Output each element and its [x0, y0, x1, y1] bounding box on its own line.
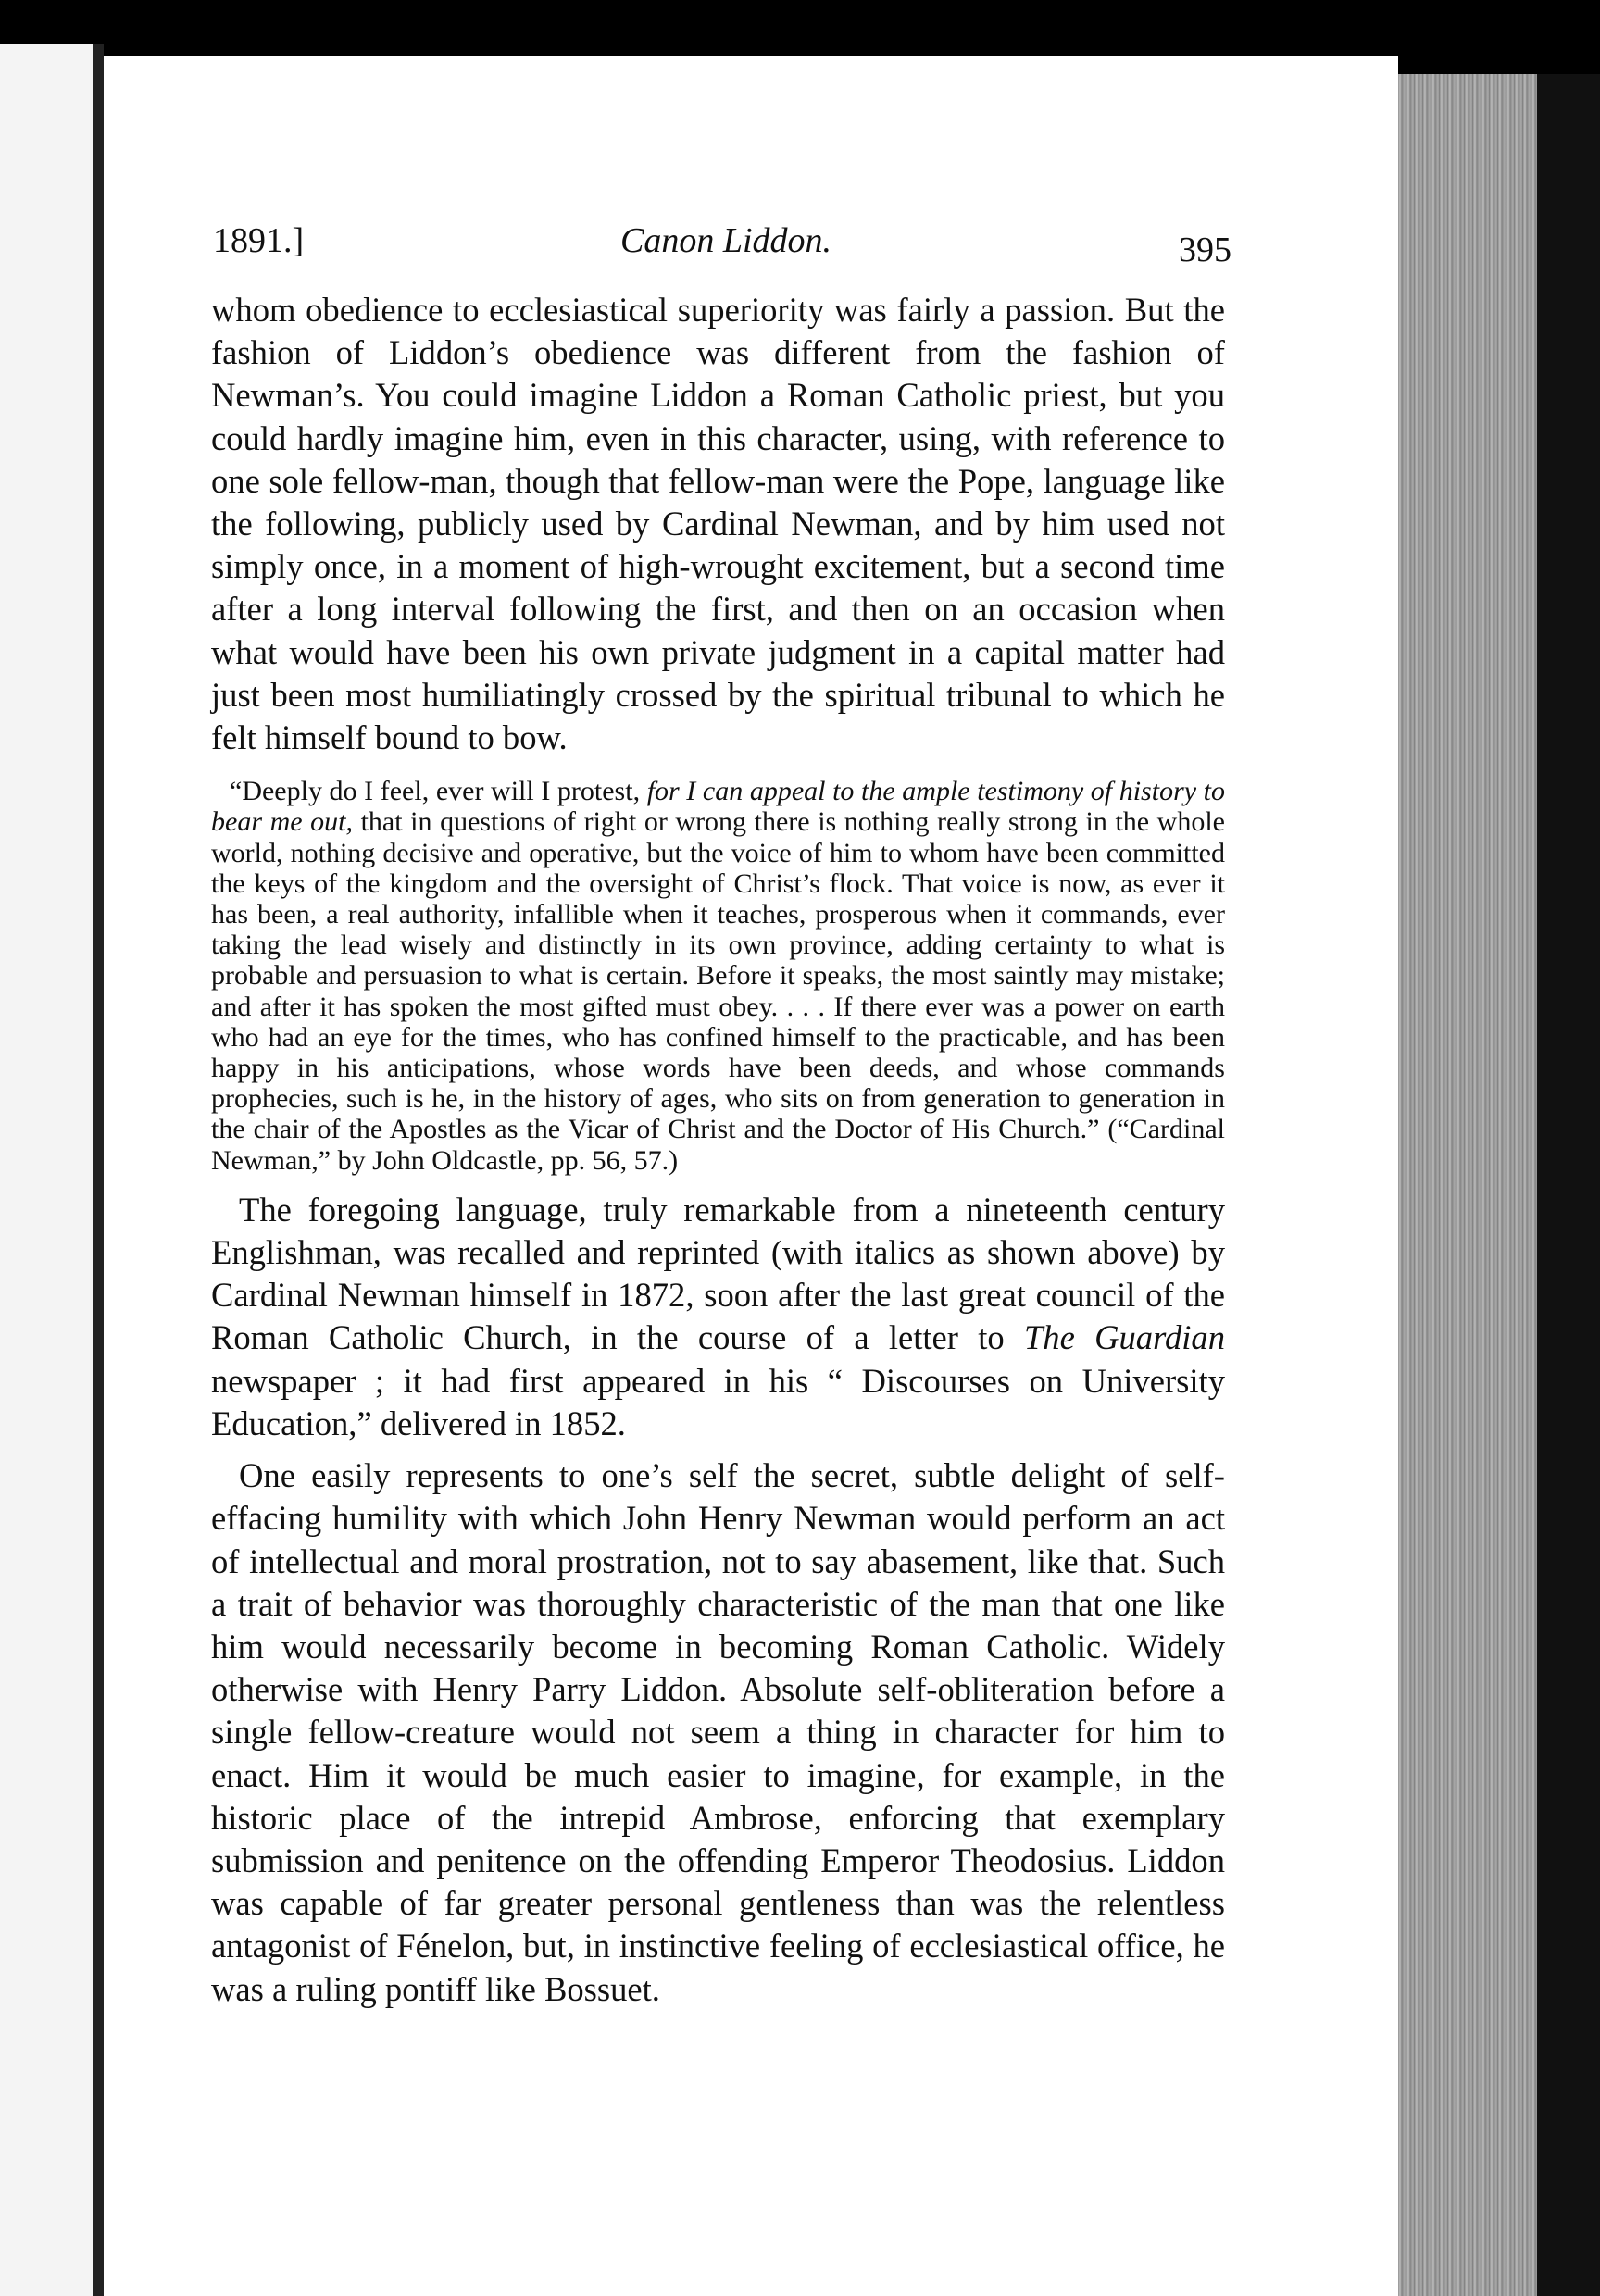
page-stack-edge: [1398, 74, 1537, 2296]
paragraph-1: whom obedience to ecclesiastical superiority was fairly a passion. But the fashion of Liddon’s obedience was different from the fashion of Newman’s. You could imagine Liddon a Roman Catholic priest, but you could hardly imagine him, even in this character, using, with reference to one sole fellow-man, though that fellow-man were the Pope, language like the following, publicly used by Cardinal Newman, and by him used not simply once, in a moment of high-wrought excitement, but a second time after a long interval following the first, and then on an occasion when what would have been his own private judgment in a capital matter had just been most humiliatingly crossed by the spiritual tribunal to which he felt himself bound to bow.: [211, 291, 1225, 757]
facing-page-edge: [0, 44, 104, 2296]
running-head: [213, 220, 1231, 276]
page-body: [211, 289, 1225, 2011]
quote-opening: “Deeply do I feel, ever will I protest,: [230, 776, 641, 807]
newspaper-title: The Guardian: [1023, 1318, 1225, 1357]
block-quote: [211, 776, 1225, 1176]
paragraph-2-part-b: newspaper ; it had first appeared in his “ Discourses on University Education,” delivered in 1852.: [211, 1361, 1225, 1442]
paragraph-2-part-a: The foregoing language, truly remarkable from a nineteenth century Englishman, was recalled and reprinted (with italics as shown above) by Cardinal Newman himself in 1872, soon after the last great council of the Roman Catholic Church, in the course of a letter to: [211, 1190, 1225, 1357]
edge-shadow: [1537, 74, 1600, 2296]
page-number: 395: [1179, 231, 1231, 269]
quote-italic-passage: for I can appeal to the ample testimony of history to bear me out,: [211, 776, 1226, 838]
running-head-title: Canon Liddon.: [620, 221, 832, 260]
paragraph-3: One easily represents to one’s self the secret, subtle delight of self-effacing humility with which John Henry Newman would perform an act of intellectual and moral prostration, not to say abasement, like that. Such a trait of behavior was thoroughly characteristic of the man that one like him would necessarily become in becoming Roman Catholic. Widely otherwise with Henry Parry Liddon. Absolute self-obliteration before a single fellow-creature would not seem a thing in character for him to enact. Him it would be much easier to imagine, for example, in the historic place of the intrepid Ambrose, enforcing that exemplary submission and penitence on the offending Emperor Theodosius. Liddon was capable of far greater personal gentleness than was the relentless antagonist of Fénelon, but, in instinctive feeling of ecclesiastical office, he was a ruling pontiff like Bossuet.: [211, 1456, 1225, 2008]
running-head-year: 1891.]: [213, 221, 305, 260]
paragraph-2: [211, 1189, 1225, 1445]
quote-body: that in questions of right or wrong there is nothing really strong in the whole world, nothing decisive and operative, but the voice of him to whom have been committed the keys of the kingdom and the oversight of Christ’s flock. That voice is now, as ever it has been, a real authority, infallible when it teaches, prosperous when it commands, ever taking the lead wisely and distinctly in its own province, adding certainty to what is probable and persuasion to what is certain. Before it speaks, the most saintly may mistake; and after it has spoken the most gifted must obey. . . . If there ever was a power on earth who had an eye for the times, who has confined himself to the practicable, and has been happy in his anticipations, whose words have been deeds, and whose commands prophecies, such is he, in the history of ages, who sits on from generation to generation in the chair of the Apostles as the Vicar of Christ and the Doctor of His Church.” (“Cardinal Newman,” by John Oldcastle, pp. 56, 57.): [211, 806, 1225, 1176]
